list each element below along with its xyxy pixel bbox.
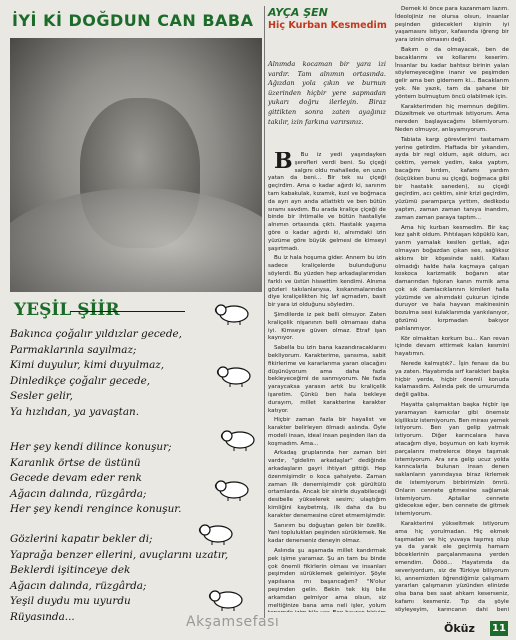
poem-line: Her şey kendi dilince konuşur; bbox=[10, 441, 172, 453]
column-divider bbox=[264, 6, 265, 618]
article-paragraph: Nerede kalmıştık?.. İşin fenası da bu ya zaten. Hayatımda sırf karakteri başka hiçbir yerde, hiçbir önemli konuda kalamasdım. Aslında pek de umurumda değil galiba. bbox=[395, 361, 509, 399]
article-author: AYÇA ŞEN bbox=[268, 6, 328, 19]
poem-line: Ya hızlıdan, ya yavaştan. bbox=[10, 405, 140, 418]
poem-line: Rüyasında... bbox=[10, 610, 75, 623]
poem-stanza-1 bbox=[10, 327, 260, 420]
article-paragraph: Arkadaş gruplarında her zaman biri vardır, "gidelim arkadaşlar" dediğinde arkadaşların gayri ihtiyari gittiği. Hep özenmişimdir o koca şahsiyete. Zaman zaman ilk denemişimdir çok gürültülü ortamlarda. Ancak bir sinirle duyabileceği desibelle yükselerek sesim; ulaştığım kimliğini kaybetmiş, ilk daha da bu karakter denemesine cüret etmemişimdir. bbox=[268, 450, 386, 519]
poem-line: Parmaklarınla sayılmaz; bbox=[10, 343, 137, 356]
poem-line: Yeşil duydu mu uyurdu bbox=[10, 595, 131, 607]
article-paragraph bbox=[268, 152, 386, 253]
article-paragraph: Karakterimi yükseltmek istiyorum ama hiç yorulmadan. Hiç ekmek taşımadan ve hiç yuvaya taşımış olup ya da yarak ele geçirmiş hamam böceklerinin parçalanmasına yerden emendim. Öööö... Hayatımda da severiyordum, siz de Türkiye biliyorum ki, annemizden öğrendiğimiz çalışmam yararları çalışmanın yüzünden elinizde olsa bana bes saat ahkam keserseniz, kafamı kesmeniz. Tıp da şöyle söyleyeyim, karıncanın dahi beni bbox=[395, 521, 509, 612]
poem-line: Kimi duyulur, kimi duyulmaz, bbox=[10, 359, 165, 371]
article-intro: Alnımda kocaman bir yara izi vardır. Tam alnımın ortasında. Ağızdan yola çıkın ve burnun üzerinden hiçbir yere sapmadan yukarı doğru ilerleyin. Biraz gittikten sonra zaten ayağınız takılır, izin farkına varırsınız. bbox=[268, 60, 386, 126]
article-paragraph: Şimdilerde iz pek belli olmuyor. Zaten kraliçelik nişanının belli olmaması daha iyi. Kimseye güven olmaz. Etraf işan kaynıyor. bbox=[268, 311, 386, 342]
article-paragraph: Kör olmaktan korkum bu... Kan revan içinde devam ettirmek kalan kesmini hayatımın. bbox=[395, 335, 509, 358]
headline: İYİ Kİ DOĞDUN CAN BABA bbox=[12, 11, 254, 30]
poem-line: Beklerdi işitinceye dek bbox=[10, 564, 131, 576]
article-paragraph: Aslında şu aşamada millet kandırmak pek işime yaramaz. Şu an tam bu binde çok önemli fikirlerin olması ve insanları peşimden sürüklemek geleiniyor. Şöyle yapılsana mı başarıcağım? "N'olur peşimden gelin. Bekin tek kiş bile arkamdan gelmiyor ama olsun, siz meltiğinize bana ama neli işler, yolum bbox=[268, 548, 386, 609]
poem-line: Karanlık örtse de üstünü bbox=[10, 456, 141, 469]
article-subtitle: Hiç Kurban Kesmedim bbox=[268, 20, 387, 31]
page-number: 11 bbox=[490, 621, 508, 636]
portrait-photo bbox=[10, 38, 262, 292]
article-paragraph: Sabella bu izin bana kazandıracaklarını bekliyorum. Karakterime, şansıma, sabit fikirlerime ve kararlarıma yaran olacağını düşünüyorum ama daha fazla bekleyeceğimi de sanmıyorum. Ne fazla yaraycaksa yarasın artık bu kraliçelik işaretim. Çünkü ben hala bekleye durayım, millet karakterine karakter katıyor. bbox=[268, 345, 386, 414]
article-paragraph: Karakterimden hiç memnun değilim. Düzeltmek ve oturtmak istiyorum. Ama nereden başlayacağımı bilemiyorum. Neden olmuyor, anlayamıyorum. bbox=[395, 103, 509, 133]
article-paragraph: Bu iz hala hoşuma gider. Annem bu izin sadece kraliçelerde bulunduğunu söylerdi. Bu yüzden hep arkadaşlarımdan farklı ve üstün hissettim kendimi. Alnıma gözleri takılanlarıysa, kıskanmalarından diye kraliçelikten hiç laf açmadım, basit bir yara izi olduğunu söyledim. bbox=[268, 255, 386, 309]
poem-line: Gecede devam eder renk bbox=[10, 472, 142, 484]
portrait-beard bbox=[10, 188, 262, 292]
article-column-3 bbox=[395, 6, 509, 612]
article-paragraph: Demek ki önce para kazanmam lazım. İdeolojiniz ne olursa olsun, insanlar peşinden gidecekleri kişinin iyi yaşamasını istiyor, kafasında iğreng bir yara izinin olmasını değil. bbox=[395, 6, 509, 44]
poem-title-rule bbox=[70, 311, 185, 312]
article-paragraph: Hiçbir zaman fazla bir hayalist ve karakter belirleyen ölmadı aslında. Öyle modeli insan, ideal insan peşinden ilan da koşmadım. Ama... bbox=[268, 417, 386, 447]
poem-stanza-2 bbox=[10, 440, 260, 518]
poem-line: Sesler gelir, bbox=[10, 390, 73, 402]
magazine-brand: Öküz bbox=[444, 622, 475, 635]
poem-title: YEŞİL ŞİİR bbox=[14, 300, 120, 320]
poem-line: Dinledikçe çoğalır gecede, bbox=[10, 374, 151, 387]
watermark: Akşamsefası bbox=[186, 614, 280, 630]
poem-line: Ağacın dalında, rüzgârda; bbox=[10, 487, 147, 500]
poem-line: Ağacın dalında, rüzgârda; bbox=[10, 579, 147, 592]
paragraph-text: Bu iz yedi yaşındayken şerefleri verdi beni. Su çiçeği salgını oldu mahallede, en uzun yatan da beni... Bir tek su çiçeği geçirdim. Ama o kadar ağırdı ki, sanırım tam kabakulak, kızamık, kızıl ve boğmaca da ayrı ayrı anda atlattıktı ve ben bütün sıramı savdım. Bu arada kraliçe çiçeği de binde bir ihtimalle ve bütün hastaliyle alnımın ortasında çıktı. Hastalık yaşıma göre o kadar ağırdı ki, alnımdaki izin yüzüme göre büyük gelmesi de kimseyi şaşırtmadı. bbox=[268, 152, 386, 252]
article-paragraph: Bakım o da olmayacak, ben de bacaklarımı ve kollarımı keserim. İnsanlar bu kadar bahtsız birinin yalan söylemeyeceğine inanır ve peşimden gelir ama ben gidemem ki... Bacaklarım yok. Ne yazık, tam da şahane bir yöntem bulmuştum öncü olabilmek için. bbox=[395, 46, 509, 100]
article-column-2 bbox=[268, 152, 386, 612]
poem-stanza-3 bbox=[10, 532, 260, 625]
article-paragraph: Ama hiç kurban kesmedim. Bir kaç kez şahit oldum. Pıhtılaşan köpüklü kan, yarım yamalak kesilen gırtlak, ağzı olmayan boğazdan çıkan ses, sağlıksız akkımı bir köşesinde sakli. Kafası olmadığı halde hala kaçmaya çalışan koskoca karizmatik boğanın atar damarından fışkıran kanın mırnik ama çok sık damlacıklarının kimileri halla yüzümde ve alnımdaki çukurun içinde duruyor ve hala hayvan makinesinin bozulma sesi kulaklarımda yankılanıyor, gözümü kırpmadan bakıyor pahlanmıyor. bbox=[395, 224, 509, 332]
article-paragraph: Hayatta çalışmaktan başka hiçbir işe yaramayan kamıcılar gibi önemsiz kişiliksiz istemiyorum. Ben mirası yemek istiyorum. Ben yan gelip yatmak istiyorum. Diğer karıncalara hava atacağım diye, boyumun on katı kıymık parçalarını metrelerce öteye taşımak istemiyorum. Ara sıra gelip ucuz yolda karıncalarla bulunan insan denen saklanların yanındaysa biraz ikrlemek de istemiyorum birbirimizin ömrü. Onların cennete gitmesine sağlamak istemiyorum. Aptallar cennete gidecekse eğer, ben cennete de gitmek istemiyorum. bbox=[395, 402, 509, 518]
drop-cap: B bbox=[274, 152, 293, 174]
ram-icon bbox=[212, 300, 254, 326]
article-paragraph: Sanırım bu doğuştan gelen bir özellik. Yani topluluklan peşinden sürüklemek. Ne kadar denerseniz deneyin olmaz. bbox=[268, 522, 386, 545]
poem-line: Yaprağa benzer ellerini, avuçlarını uzatır, bbox=[10, 548, 229, 561]
article-header bbox=[268, 6, 386, 31]
poem-line: Bakınca çoğalır yıldızlar gecede, bbox=[10, 328, 182, 340]
poem-line: Her şey kendi rengince konuşur. bbox=[10, 503, 182, 515]
article-paragraph: Tabiata kargı görevlerimi tastamam yerine getirdim. Haftada bir yıkandım, ayda bir regl oldum, aşık oldum, acı çektim, yemek yedim, kaka yaptım, bacağımı kırdım, kafamı yardım (küçükken bunu su çiçeği, boğmaca gibi bir hastalık saneden), su çiçeği geçirdim, acı çektim, sinir krizi geçirdim, yüzümü paramparça yırttım, dedikodu yaptım, zaman zaman tanıya inandım, zaman zaman paraya taptım... bbox=[395, 136, 509, 221]
poem-line: Gözlerini kapatır bekler di; bbox=[10, 533, 153, 545]
